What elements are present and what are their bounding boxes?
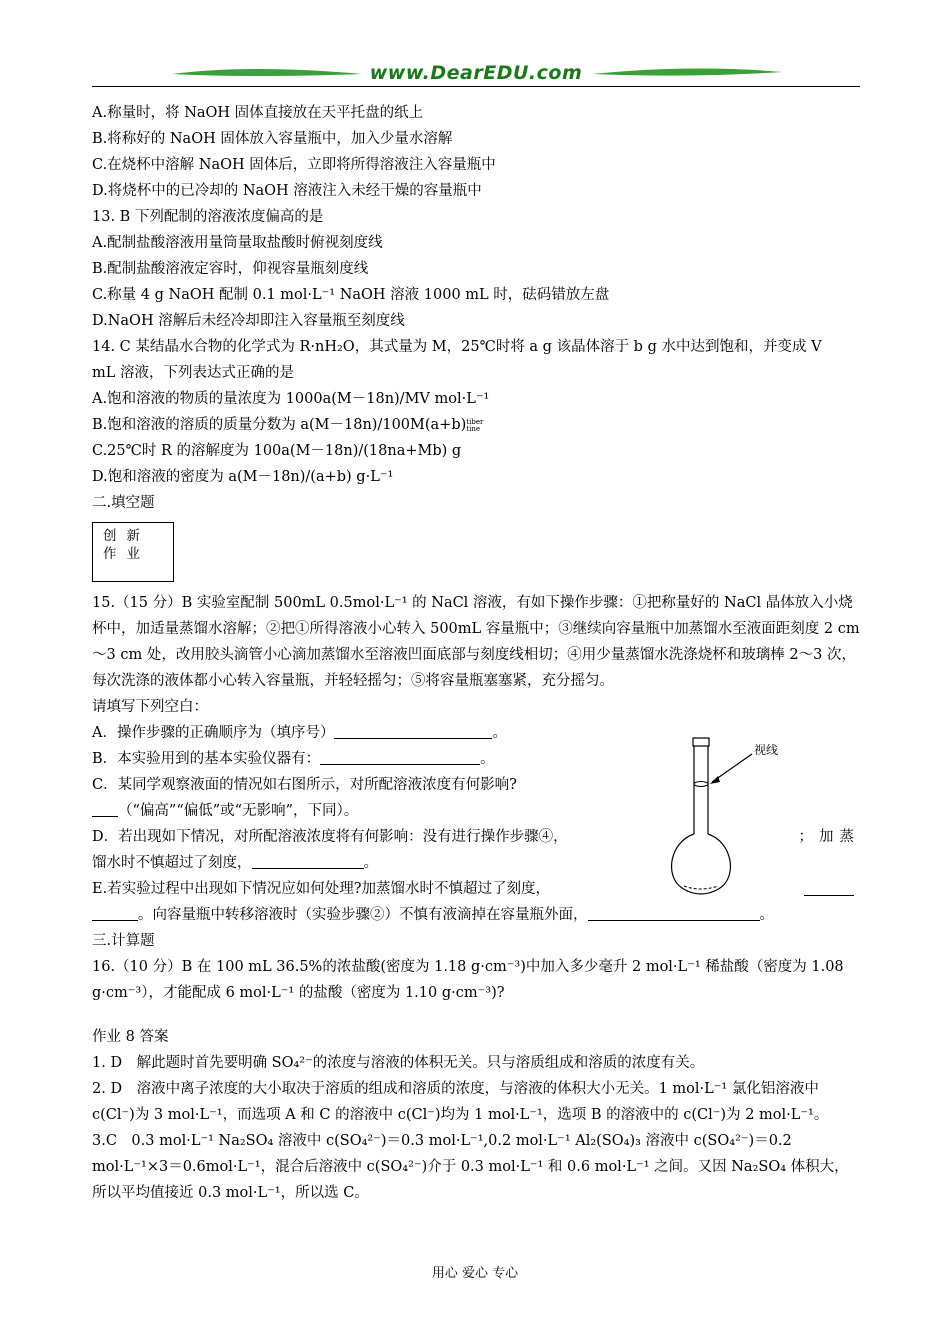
q14-stem-cont: mL 溶液，下列表达式正确的是: [92, 365, 294, 381]
q15-d-period: 。: [363, 855, 378, 871]
section-calculation: 三.计算题: [92, 933, 155, 949]
q15-e-blank-3[interactable]: [588, 905, 760, 921]
q15-e-blank-2[interactable]: [92, 905, 138, 921]
q15-b-text: B．本实验用到的基本实验仪器有：: [92, 751, 321, 767]
q15-stem: 15.（15 分）B 实验室配制 500mL 0.5mol·L⁻¹ 的 NaCl 溶液，有如下操作步骤：①把称量好的 NaCl 晶体放入小烧杯中，加适量蒸馏水溶解；②把①所得溶液小心转入 500mL 容量瓶中；③继续向容量瓶中加蒸馏水至液面距刻度 2 cm～3 cm 处，改用胶头滴管小心滴加蒸馏水至溶液凹面底部与刻度线相切；④用少量蒸馏水洗涤烧杯和玻璃棒 2～3 次，每次洗涤的液体都小心转入容量瓶，并轻轻摇匀；⑤将容量瓶塞塞紧，充分摇匀。: [92, 595, 860, 689]
answers-title: 作业 8 答案: [92, 1029, 169, 1045]
answer-3: 3.C 0.3 mol·L⁻¹ Na₂SO₄ 溶液中 c(SO₄²⁻)＝0.3 mol·L⁻¹,0.2 mol·L⁻¹ Al₂(SO₄)₃ 溶液中 c(SO₄²⁻)＝0.2 mol·L⁻¹×3＝0.6mol·L⁻¹，混合后溶液中 c(SO₄²⁻)介于 0.3 mol·L⁻¹ 和 0.6 mol·L⁻¹ 之间。又因 Na₂SO₄ 体积大，所以平均值接近 0.3 mol·L⁻¹，所以选 C。: [92, 1133, 849, 1201]
q15-d-tail: ；加蒸: [798, 829, 860, 845]
volumetric-flask-figure: [660, 736, 800, 901]
page-header: [92, 60, 860, 90]
q15-e-blank-1[interactable]: [804, 880, 854, 896]
q14-option-c: C.25℃时 R 的溶解度为 100a(M－18n)/(18na+Mb) g: [92, 443, 462, 459]
q15-d-text: D．若出现如下情况，对所配溶液浓度将有何影响：没有进行操作步骤④，: [92, 829, 568, 845]
q15-c: C．某同学观察液面的情况如右图所示，对所配溶液浓度有何影响?: [92, 777, 517, 793]
q15-instruction: 请填写下列空白：: [92, 699, 208, 715]
q15-c-cont-text: （“偏高”“偏低”或“无影响”，下同）。: [118, 803, 359, 819]
q15-e-text: E.若实验过程中出现如下情况应如何处理?加蒸馏水时不慎超过了刻度，: [92, 881, 550, 897]
header-rule: [92, 86, 860, 87]
innovation-box: [92, 522, 174, 582]
q15-c-blank[interactable]: [92, 801, 118, 817]
q15-e-period: 。: [759, 907, 774, 923]
site-logo: www.DearEDU.com: [369, 62, 583, 84]
q14-option-a: A.饱和溶液的物质的量浓度为 1000a(M－18n)/MV mol·L⁻¹: [92, 391, 490, 407]
q13-option-c: C.称量 4 g NaOH 配制 0.1 mol·L⁻¹ NaOH 溶液 1000 mL 时，砝码错放左盘: [92, 287, 610, 303]
q12-option-c: C.在烧杯中溶解 NaOH 固体后，立即将所得溶液注入容量瓶中: [92, 157, 496, 173]
document-body: [92, 100, 860, 1206]
q15-a-blank[interactable]: [334, 723, 492, 739]
q16-stem: 16.（10 分）B 在 100 mL 36.5%的浓盐酸(密度为 1.18 g·cm⁻³)中加入多少毫升 2 mol·L⁻¹ 稀盐酸（密度为 1.08 g·cm⁻³），才能配成 6 mol·L⁻¹ 的盐酸（密度为 1.10 g·cm⁻³)?: [92, 959, 844, 1001]
q15-d-blank[interactable]: [252, 853, 364, 869]
box-line-2: 作业: [103, 546, 150, 562]
flask-icon: [660, 736, 800, 901]
q15-b-period: 。: [480, 751, 495, 767]
q12-option-d: D.将烧杯中的已冷却的 NaOH 溶液注入未经干燥的容量瓶中: [92, 183, 482, 199]
q15-a-period: 。: [492, 725, 507, 741]
q15-d-cont-text: 馏水时不慎超过了刻度，: [92, 855, 252, 871]
answer-2: 2. D 溶液中离子浓度的大小取决于溶质的组成和溶质的浓度，与溶液的体积大小无关。1 mol·L⁻¹ 氯化铝溶液中 c(Cl⁻)为 3 mol·L⁻¹，而选项 A 和 C 的溶液中 c(Cl⁻)均为 1 mol·L⁻¹，选项 B 的溶液中的 c(Cl⁻)为 2 mol·L⁻¹。: [92, 1081, 829, 1123]
q12-option-b: B.将称好的 NaOH 固体放入容量瓶中，加入少量水溶解: [92, 131, 453, 147]
page-footer: 用心 爱心 专心: [431, 1266, 519, 1281]
q13-option-a: A.配制盐酸溶液用量筒量取盐酸时俯视刻度线: [92, 235, 383, 251]
q13-stem: 13. B 下列配制的溶液浓度偏高的是: [92, 209, 324, 225]
q13-option-b: B.配制盐酸溶液定容时，仰视容量瓶刻度线: [92, 261, 369, 277]
q14-option-b: [92, 412, 860, 438]
q14-stem: 14. C 某结晶水合物的化学式为 R·nH₂O，其式量为 M，25℃时将 a g 该晶体溶于 b g 水中达到饱和，并变成 V: [92, 339, 822, 355]
q12-option-a: A.称量时，将 NaOH 固体直接放在天平托盘的纸上: [92, 105, 424, 121]
section-fill-in: 二.填空题: [92, 495, 155, 511]
answer-1: 1. D 解此题时首先要明确 SO₄²⁻的浓度与溶液的体积无关。只与溶质组成和溶质的浓度有关。: [92, 1055, 705, 1071]
q15-a-text: A．操作步骤的正确顺序为（填序号）: [92, 725, 335, 741]
q15-e-cont-text: 。向容量瓶中转移溶液时（实验步骤②）不慎有液滴掉在容量瓶外面，: [138, 907, 588, 923]
figure-label: 视线: [754, 743, 779, 757]
q14-option-b-text: B.饱和溶液的溶质的质量分数为 a(M－18n)/100M(a+b): [92, 417, 467, 433]
q15-e-cont: [92, 902, 860, 928]
box-line-1: 创新: [103, 528, 150, 544]
q14-option-d: D.饱和溶液的密度为 a(M－18n)/(a+b) g·L⁻¹: [92, 469, 394, 485]
q14-option-b-artifact: tiber tine: [466, 418, 484, 433]
q13-option-d: D.NaOH 溶解后未经冷却即注入容量瓶至刻度线: [92, 313, 405, 329]
q15-b-blank[interactable]: [320, 749, 480, 765]
